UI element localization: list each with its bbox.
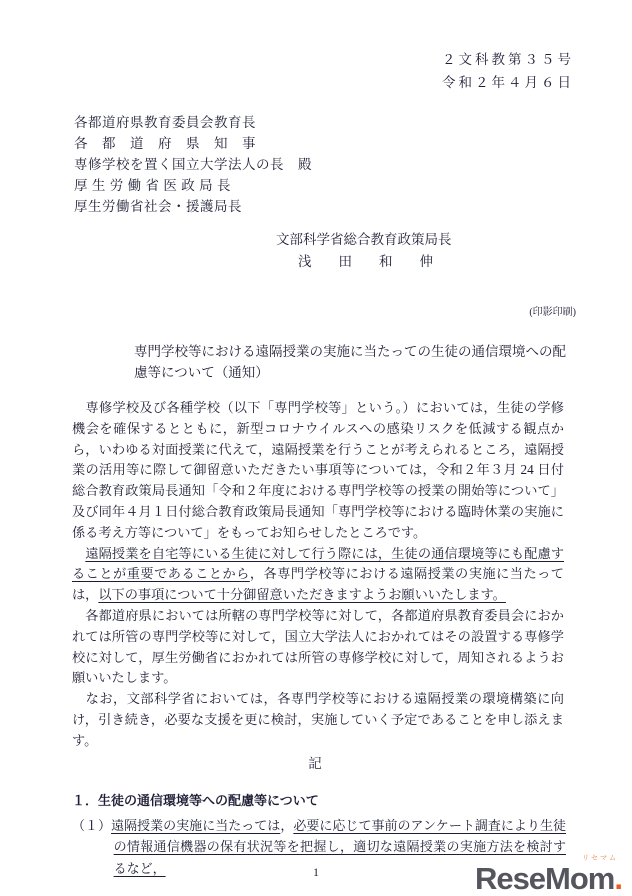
record-mark: 記 [308, 756, 324, 771]
body-text [72, 398, 564, 752]
sender-block [276, 229, 452, 273]
sender-name: 浅 田 和 伸 [298, 254, 433, 269]
page-number: 1 [313, 865, 319, 879]
recipient-line [74, 112, 312, 133]
text-segment: 遠隔授業を自宅等にいる生徒に対して行う際には，生徒の通信環境等にも配慮することが重要であることから [72, 545, 565, 582]
recipients-block [74, 112, 312, 217]
recipient-text: 厚 生 労 働 省 医 政 局 長 [74, 178, 231, 193]
doc-number: ２文科教第３５号 [442, 52, 574, 67]
seal-print-note: (印影印刷) [529, 307, 576, 318]
list-item-label: （１） [72, 817, 112, 833]
text-segment: ，各専門学校等における遠隔授業の実施に当たっては， [72, 566, 564, 603]
paragraph [72, 398, 564, 544]
recipient-text: 各 都 道 府 県 知 事 [74, 136, 256, 151]
recipient-line [74, 196, 312, 217]
logo-ruby-text: リセマム [582, 854, 618, 862]
logo-wordmark [475, 861, 622, 896]
honorific-dono: 殿 [298, 157, 312, 172]
paragraph [72, 544, 564, 606]
recipient-line [74, 175, 312, 196]
text-segment: ， [280, 817, 294, 833]
text-segment: 以下の事項について十分御留意いただきますようお願いいたします。 [98, 587, 506, 603]
text-segment: 専修学校及び各種学校（以下「専門学校等」という。）においては，生徒の学修機会を確保するとともに，新型コロナウイルスへの感染リスクを低減する観点から，いわゆる対面授業に代えて，遠隔授業を行うことが考えられるところ，遠隔授業の活用等に際して御留意いただきたい事項等については，令和２年３月 24 日付総合教育政策局長通知「令和２年度における専門学校等の授業の開始等について」及び同年４月１日付総合教育政策局長通知「専門学校等における臨時休業の実施に係る考え方等について」をもってお知らせしたところです。 [72, 400, 564, 540]
subject-title-line: 慮等について（通知） [134, 364, 269, 380]
paragraph [72, 689, 564, 751]
logo-text: ReseMom [474, 861, 615, 896]
subject-title [134, 342, 566, 383]
recipient-text: 厚生労働省社会・援護局長 [74, 199, 242, 214]
sender-title: 文部科学省総合教育政策局長 [276, 232, 452, 247]
text-segment: 必要に応じて事前のアンケート調査により生徒の情報通信機器の保有状況等を把握し，適切な遠隔授業の実施方法を検討するなど， [113, 817, 566, 876]
recipient-line [74, 154, 312, 175]
text-segment: 各都道府県においては所轄の専門学校等に対して，各都道府県教育委員会におかれては所管の専門学校等に対して，国立大学法人におかれてはその設置する専修学校に対して，厚生労働省におかれては所管の専修学校に対して，周知されるようお願いいたします。 [72, 607, 564, 686]
section-heading: １．生徒の通信環境等への配慮等について [72, 793, 319, 808]
subject-title-line: 専門学校等における遠隔授業の実施に当たっての生徒の通信環境への配 [134, 344, 566, 359]
recipient-text: 専修学校を置く国立大学法人の長 [74, 157, 284, 172]
recipient-line [74, 133, 312, 154]
doc-date: 令和２年４月６日 [442, 75, 574, 90]
resemom-logo [475, 855, 622, 894]
document-header [442, 48, 574, 94]
text-segment: なお，文部科学省においては，各専門学校等における遠隔授業の環境構築に向け，引き続き，必要な支援を更に検討，実施していく予定であることを申し添えます。 [72, 691, 564, 748]
text-segment [72, 546, 85, 561]
text-segment: 遠隔授業の実施に当たっては [111, 817, 281, 833]
paragraph [72, 606, 564, 689]
logo-dot: . [614, 861, 622, 896]
recipient-text: 各都道府県教育委員会教育長 [74, 115, 256, 130]
